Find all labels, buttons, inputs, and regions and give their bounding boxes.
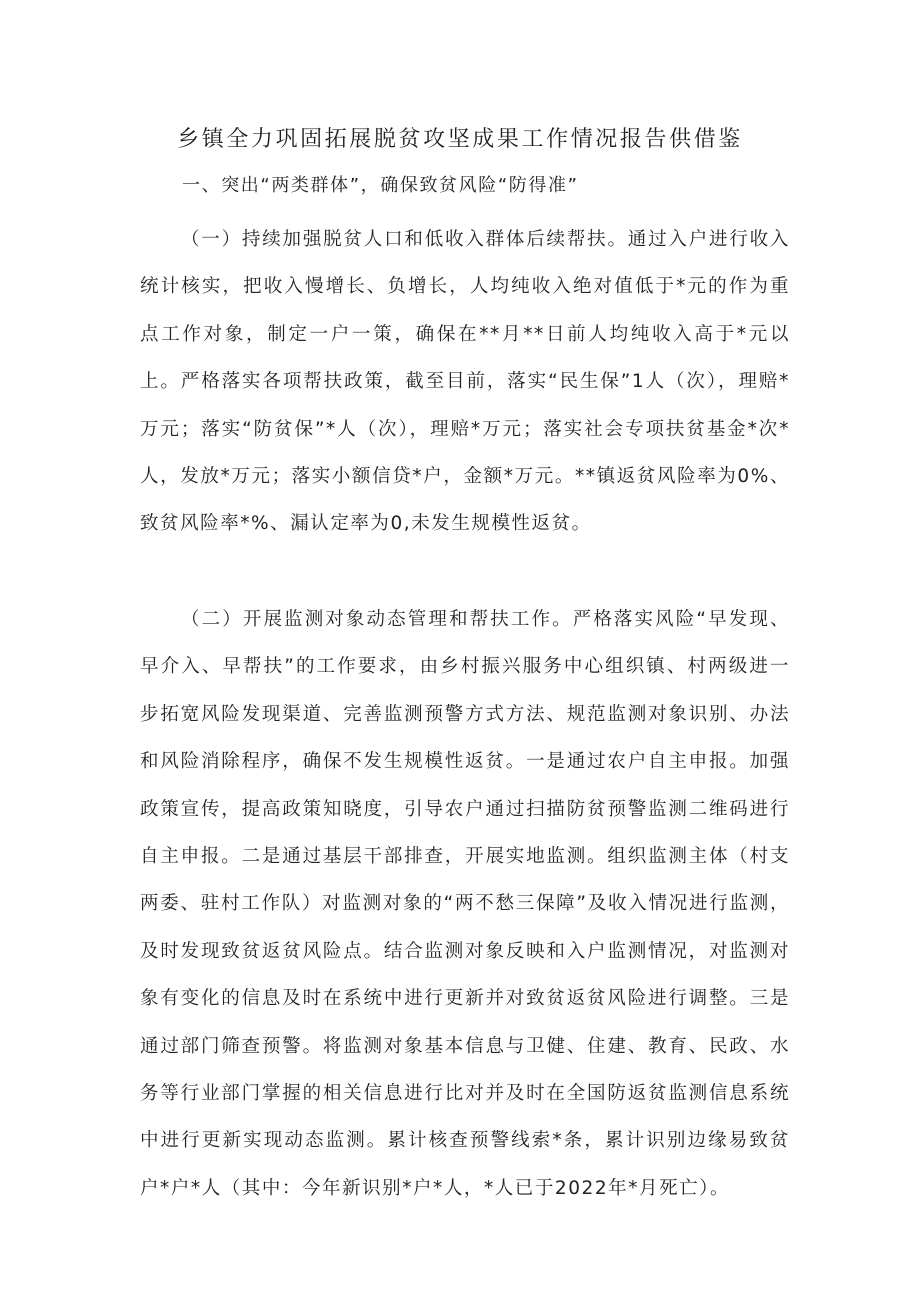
paragraph-2: （二）开展监测对象动态管理和帮扶工作。严格落实风险“早发现、早介入、早帮扶”的工作要求，由乡村振兴服务中心组织镇、村两级进一步拓宽风险发现渠道、完善监测预警方式方法、规范监测对象识别、办法和风险消除程序，确保不发生规模性返贫。一是通过农户自主申报。加强政策宣传，提高政策知晓度，引导农户通过扫描防贫预警监测二维码进行自主申报。二是通过基层干部排查，开展实地监测。组织监测主体（村支两委、驻村工作队）对监测对象的“两不愁三保障”及收入情况进行监测，及时发现致贫返贫风险点。结合监测对象反映和入户监测情况，对监测对象有变化的信息及时在系统中进行更新并对致贫返贫风险进行调整。三是通过部门筛查预警。将监测对象基本信息与卫健、住建、教育、民政、水务等行业部门掌握的相关信息进行比对并及时在全国防返贫监测信息系统中进行更新实现动态监测。累计核查预警线索*条，累计识别边缘易致贫户*户*人（其中：今年新识别*户*人，*人已于2022年*月死亡）。 bbox=[140, 609, 790, 1199]
paragraph-1: （一）持续加强脱贫人口和低收入群体后续帮扶。通过入户进行收入统计核实，把收入慢增长、负增长，人均纯收入绝对值低于*元的作为重点工作对象，制定一户一策，确保在**月**日前人均纯收入高于*元以上。严格落实各项帮扶政策，截至目前，落实“民生保”1人（次），理赔*万元；落实“防贫保”*人（次），理赔*万元；落实社会专项扶贫基金*次*人，发放*万元；落实小额信贷*户，金额*万元。**镇返贫风险率为0%、致贫风险率*%、漏认定率为0,未发生规模性返贫。 bbox=[140, 229, 790, 535]
section-heading: 一、突出“两类群体”，确保致贫风险“防得准” bbox=[182, 175, 579, 196]
document-title: 乡镇全力巩固拓展脱贫攻坚成果工作情况报告供借鉴 bbox=[177, 127, 743, 152]
